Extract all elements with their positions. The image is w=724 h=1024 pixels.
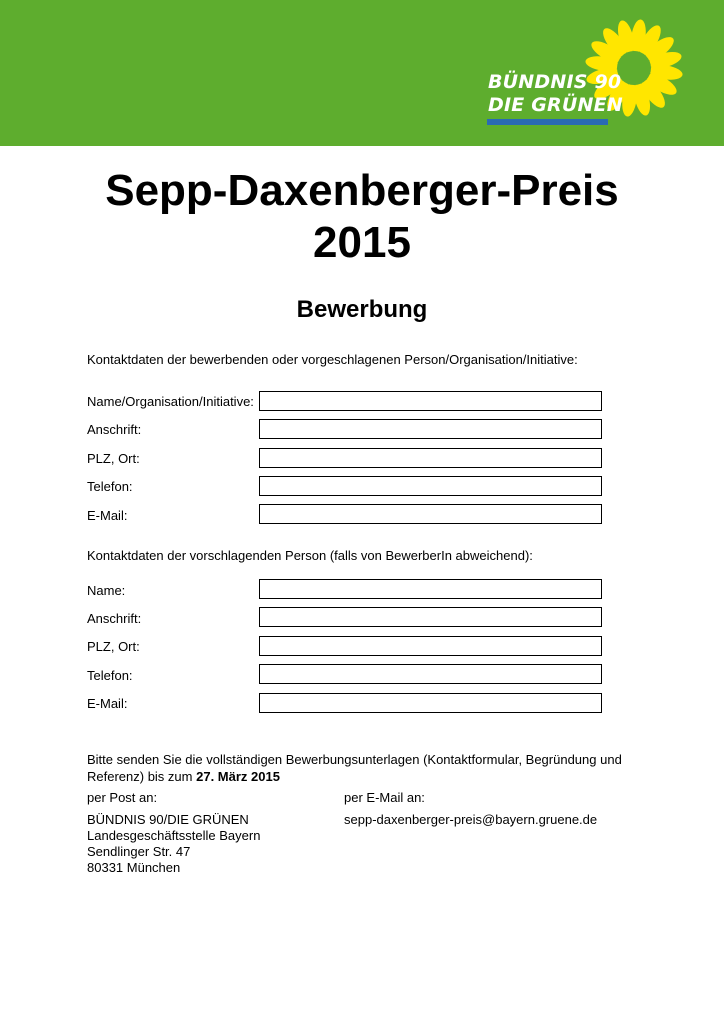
submission-deadline: 27. März 2015 (196, 769, 280, 784)
section2-label-phone: Telefon: (87, 668, 133, 683)
section2-zip-city-field[interactable] (259, 636, 602, 656)
section1-label-phone: Telefon: (87, 479, 133, 494)
section2-name-field[interactable] (259, 579, 602, 599)
party-logo (484, 18, 690, 130)
section2-intro: Kontaktdaten der vorschlagenden Person (falls von BewerberIn abweichend): (87, 548, 533, 563)
page-title-line1: Sepp-Daxenberger-Preis (105, 166, 619, 215)
section1-label-zip-city: PLZ, Ort: (87, 451, 140, 466)
page-subtitle: Bewerbung (296, 296, 428, 323)
logo-blue-bar (487, 119, 608, 125)
section1-phone-field[interactable] (259, 476, 602, 496)
post-label: per Post an: (87, 790, 158, 805)
section1-label-name: Name/Organisation/Initiative: (87, 394, 254, 409)
logo-text-line1: BÜNDNIS 90 (488, 71, 622, 93)
section1-zip-city-field[interactable] (259, 448, 602, 468)
page-title-line2: 2015 (313, 218, 411, 267)
section1-address-field[interactable] (259, 419, 602, 439)
section2-label-name: Name: (87, 583, 126, 598)
address-line: Sendlinger Str. 47 (87, 844, 191, 859)
submission-text: Bitte senden Sie die vollständigen Bewerbungsunterlagen (Kontaktformular, Begründung und Referenz) bis zum (87, 752, 622, 784)
section2-label-address: Anschrift: (87, 611, 142, 626)
section1-name-field[interactable] (259, 391, 602, 411)
section2-phone-field[interactable] (259, 664, 602, 684)
submission-instructions (87, 751, 647, 785)
section2-address-field[interactable] (259, 607, 602, 627)
section1-intro: Kontaktdaten der bewerbenden oder vorgeschlagenen Person/Organisation/Initiative: (87, 352, 578, 367)
section1-label-email: E-Mail: (87, 508, 128, 523)
logo-text-line2: DIE GRÜNEN (488, 94, 623, 116)
section2-email-field[interactable] (259, 693, 602, 713)
section1-label-address: Anschrift: (87, 422, 142, 437)
email-label: per E-Mail an: (344, 790, 425, 805)
section2-label-email: E-Mail: (87, 696, 128, 711)
section1-email-field[interactable] (259, 504, 602, 524)
address-line: BÜNDNIS 90/DIE GRÜNEN (87, 812, 249, 827)
postal-address (87, 812, 260, 876)
contact-email-link[interactable]: sepp-daxenberger-preis@bayern.gruene.de (344, 812, 598, 827)
section2-label-zip-city: PLZ, Ort: (87, 639, 140, 654)
address-line: Landesgeschäftsstelle Bayern (87, 828, 261, 843)
address-line: 80331 München (87, 860, 181, 875)
